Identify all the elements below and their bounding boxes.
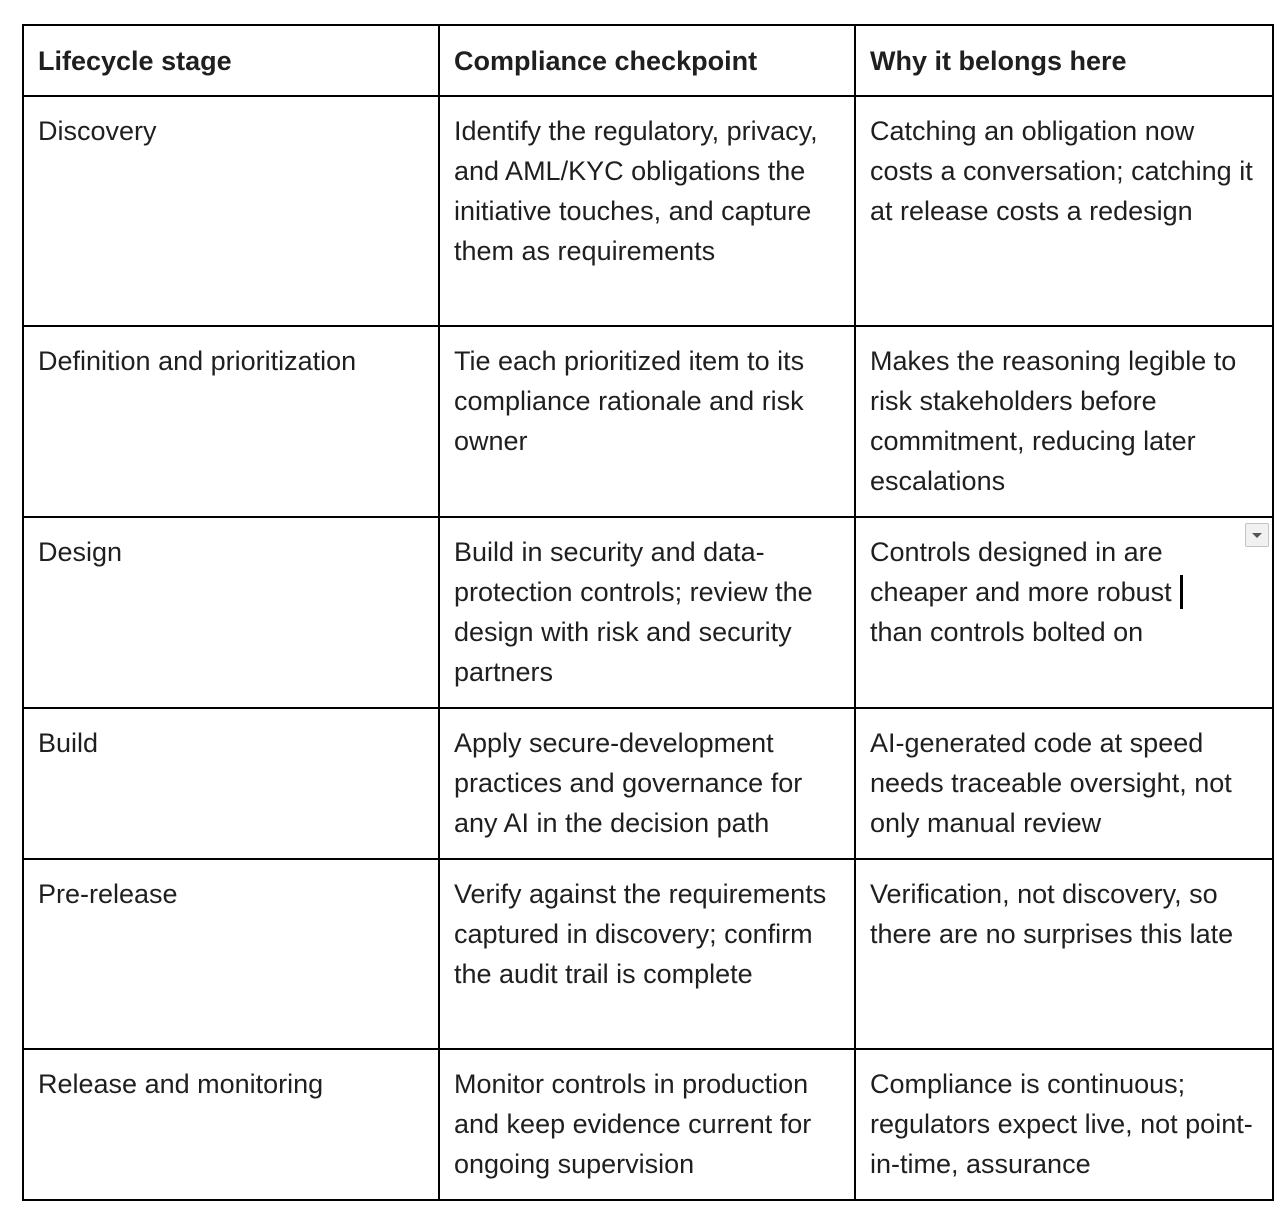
rationale-cell[interactable]: Catching an obligation now costs a conversation; catching it at release costs a redesign	[855, 96, 1273, 326]
table-row	[23, 96, 1273, 326]
table-row	[23, 859, 1273, 1049]
checkpoint-cell[interactable]: Monitor controls in production and keep evidence current for ongoing supervision	[439, 1049, 855, 1200]
header-why-it-belongs-here[interactable]: Why it belongs here	[855, 25, 1273, 96]
table-header-row	[23, 25, 1273, 96]
stage-cell[interactable]: Definition and prioritization	[23, 326, 439, 517]
checkpoint-cell[interactable]: Build in security and data-protection controls; review the design with risk and security partners	[439, 517, 855, 708]
checkpoint-cell[interactable]: Identify the regulatory, privacy, and AML/KYC obligations the initiative touches, and capture them as requirements	[439, 96, 855, 326]
rationale-text-before-cursor: Controls designed in are cheaper and more robust	[870, 537, 1172, 607]
checkpoint-cell[interactable]: Verify against the requirements captured in discovery; confirm the audit trail is complete	[439, 859, 855, 1049]
rationale-cell[interactable]: AI-generated code at speed needs traceable oversight, not only manual review	[855, 708, 1273, 859]
cell-menu-button[interactable]	[1245, 523, 1269, 547]
table-row	[23, 708, 1273, 859]
stage-cell[interactable]: Design	[23, 517, 439, 708]
rationale-text-after-cursor: than controls bolted on	[870, 617, 1144, 647]
stage-cell[interactable]: Discovery	[23, 96, 439, 326]
text-cursor	[1180, 575, 1183, 609]
rationale-cell[interactable]: Makes the reasoning legible to risk stakeholders before commitment, reducing later escalations	[855, 326, 1273, 517]
header-compliance-checkpoint[interactable]: Compliance checkpoint	[439, 25, 855, 96]
stage-cell[interactable]: Pre-release	[23, 859, 439, 1049]
header-lifecycle-stage[interactable]: Lifecycle stage	[23, 25, 439, 96]
checkpoint-cell[interactable]: Apply secure-development practices and governance for any AI in the decision path	[439, 708, 855, 859]
stage-cell[interactable]: Release and monitoring	[23, 1049, 439, 1200]
rationale-cell-active[interactable]	[855, 517, 1273, 708]
stage-cell[interactable]: Build	[23, 708, 439, 859]
chevron-down-icon	[1246, 524, 1268, 546]
compliance-lifecycle-table	[22, 24, 1274, 1201]
table-row	[23, 326, 1273, 517]
rationale-cell[interactable]: Compliance is continuous; regulators expect live, not point-in-time, assurance	[855, 1049, 1273, 1200]
table-row	[23, 1049, 1273, 1200]
rationale-cell[interactable]: Verification, not discovery, so there are no surprises this late	[855, 859, 1273, 1049]
table-row	[23, 517, 1273, 708]
checkpoint-cell[interactable]: Tie each prioritized item to its compliance rationale and risk owner	[439, 326, 855, 517]
